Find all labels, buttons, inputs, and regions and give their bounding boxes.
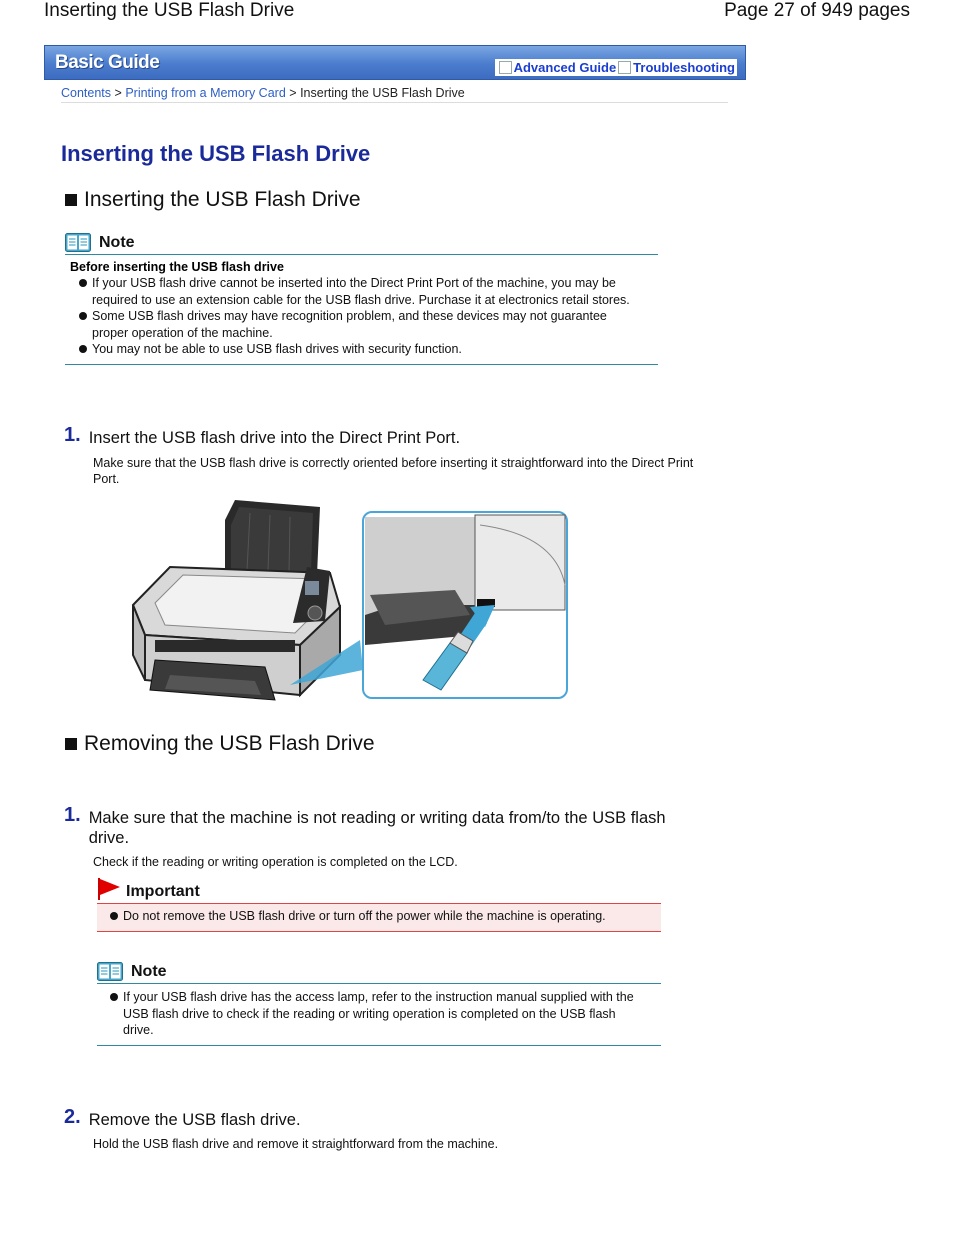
guide-links	[495, 59, 737, 76]
step-description: Hold the USB flash drive and remove it straightforward from the machine.	[93, 1137, 499, 1151]
note-body	[97, 983, 661, 1046]
step-insert	[64, 424, 704, 448]
step-text: Insert the USB flash drive into the Direct Print Port.	[88, 429, 461, 447]
note-header	[97, 962, 661, 983]
bullet-dot-icon	[79, 312, 87, 320]
note-bullet-text: If your USB flash drive cannot be inserted into the Direct Print Port of the machine, you may be required to use an extension cable for the USB flash drive. Purchase it at electronics retail stores.	[92, 276, 630, 307]
note-body	[65, 254, 658, 365]
important-bullet-text: Do not remove the USB flash drive or turn off the power while the machine is operating.	[123, 909, 606, 923]
step-text: Make sure that the machine is not reading or writing data from/to the USB flash drive.	[88, 809, 666, 847]
square-bullet-icon	[65, 738, 77, 750]
bullet-dot-icon	[110, 993, 118, 1001]
breadcrumb-separator: >	[289, 86, 297, 100]
page-title: Inserting the USB Flash Drive	[61, 141, 371, 166]
note-label: Note	[131, 963, 167, 980]
section-heading-inserting	[65, 188, 361, 212]
step-number: 1.	[64, 804, 81, 826]
section-heading-text: Inserting the USB Flash Drive	[84, 188, 361, 211]
breadcrumb-separator: >	[114, 86, 122, 100]
breadcrumb-printing-link[interactable]: Printing from a Memory Card	[125, 86, 286, 100]
step-number: 1.	[64, 424, 81, 446]
document-title: Inserting the USB Flash Drive	[44, 0, 295, 21]
note-bullet	[70, 275, 658, 308]
advanced-guide-label: Advanced Guide	[513, 60, 617, 75]
note-bullet	[70, 341, 658, 358]
breadcrumb-divider	[61, 102, 728, 103]
important-body	[97, 903, 661, 932]
step-description: Make sure that the USB flash drive is correctly oriented before inserting it straightforward into the Direct Print Port.	[93, 456, 694, 486]
book-icon	[65, 233, 91, 252]
troubleshooting-link[interactable]	[618, 60, 735, 75]
link-box-icon	[618, 61, 631, 74]
link-box-icon	[499, 61, 512, 74]
square-bullet-icon	[65, 194, 77, 206]
note-bullet-text: You may not be able to use USB flash drives with security function.	[92, 342, 462, 356]
breadcrumb	[61, 86, 465, 100]
breadcrumb-current: Inserting the USB Flash Drive	[300, 86, 465, 100]
note-block	[65, 233, 658, 365]
step-remove-drive	[64, 1106, 704, 1130]
step-number: 2.	[64, 1106, 81, 1128]
important-header	[97, 877, 661, 903]
page-counter: Page 27 of 949 pages	[724, 0, 910, 21]
basic-guide-label: Basic Guide	[55, 52, 160, 73]
red-flag-icon	[97, 877, 121, 901]
bullet-dot-icon	[79, 345, 87, 353]
troubleshooting-label: Troubleshooting	[633, 60, 735, 75]
note-bullet-text: If your USB flash drive has the access lamp, refer to the instruction manual supplied with the USB flash drive to check if the reading or writing operation is completed on the USB flash drive.	[123, 990, 634, 1037]
note-subheading: Before inserting the USB flash drive	[70, 260, 284, 274]
printer-usb-illustration	[125, 495, 575, 713]
book-icon	[97, 962, 123, 981]
step-check-reading	[64, 804, 704, 848]
important-label: Important	[126, 883, 200, 900]
important-block	[97, 877, 661, 932]
section-heading-text: Removing the USB Flash Drive	[84, 732, 375, 755]
breadcrumb-contents-link[interactable]: Contents	[61, 86, 112, 100]
note-block	[97, 962, 661, 1046]
bullet-dot-icon	[110, 912, 118, 920]
step-description: Check if the reading or writing operation is completed on the LCD.	[93, 855, 458, 869]
note-label: Note	[99, 234, 135, 251]
important-bullet	[101, 908, 661, 925]
section-heading-removing	[65, 732, 375, 756]
note-bullet	[101, 989, 661, 1039]
note-bullet	[70, 308, 658, 341]
step-text: Remove the USB flash drive.	[88, 1111, 301, 1129]
note-header	[65, 233, 658, 254]
note-bullet-text: Some USB flash drives may have recognition problem, and these devices may not guarantee proper operation of the machine.	[92, 309, 607, 340]
bullet-dot-icon	[79, 279, 87, 287]
advanced-guide-link[interactable]	[499, 60, 617, 75]
guide-banner	[44, 45, 746, 80]
